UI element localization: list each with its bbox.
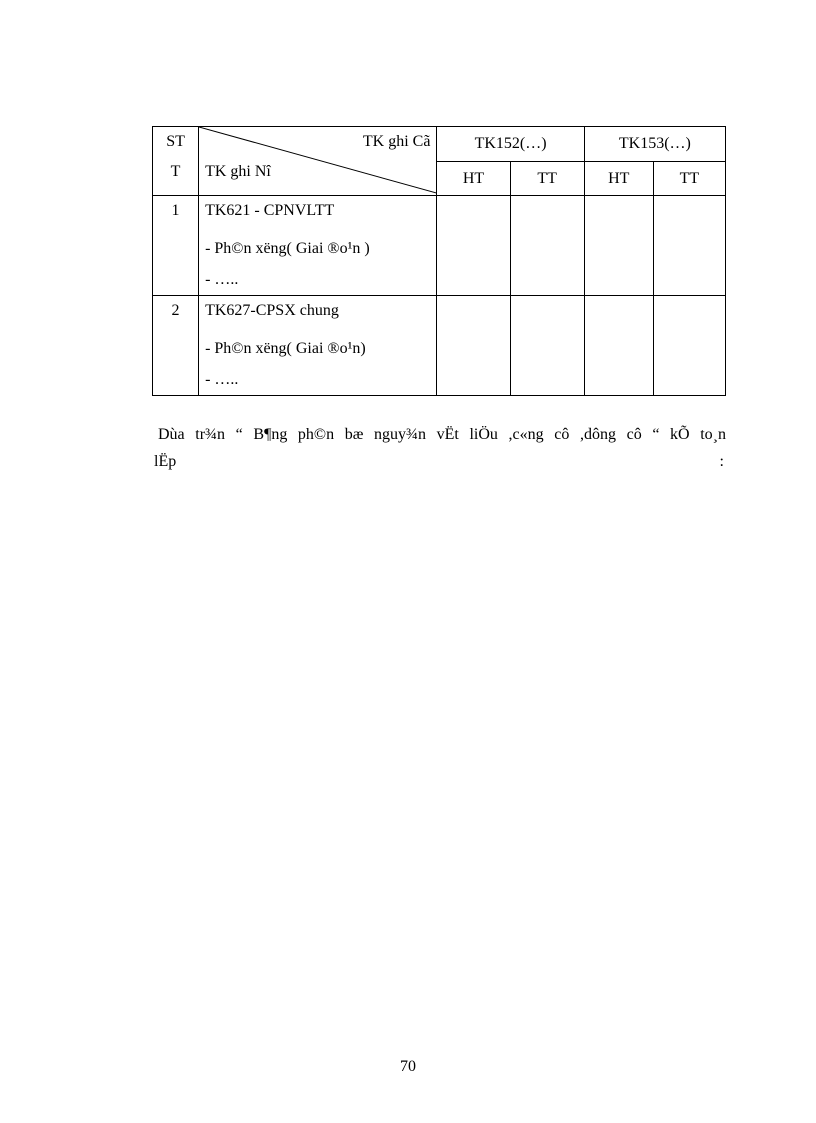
paragraph-line xyxy=(154,448,726,475)
table-cell xyxy=(584,196,653,296)
table-cell xyxy=(584,296,653,396)
account-diagonal-header xyxy=(199,127,437,196)
paragraph-line-start: lËp xyxy=(154,453,177,470)
row-account-title: TK627-CPSX chung xyxy=(205,302,339,319)
table-cell xyxy=(653,196,725,296)
credit-account-label: TK ghi Cã xyxy=(362,133,431,150)
tk152-header: TK152(…) xyxy=(437,127,584,162)
row-account-line: - ….. xyxy=(205,371,239,388)
tk152-tt-header: TT xyxy=(510,162,584,196)
tk153-header: TK153(…) xyxy=(584,127,725,162)
allocation-table xyxy=(152,126,726,396)
stt-header-top: ST xyxy=(166,133,185,150)
table-cell xyxy=(437,296,510,396)
stt-header xyxy=(153,127,199,196)
row-number: 2 xyxy=(153,296,199,396)
tk153-tt-header: TT xyxy=(653,162,725,196)
row-account-title: TK621 - CPNVLTT xyxy=(205,202,335,219)
tk153-ht-header: HT xyxy=(584,162,653,196)
table-cell xyxy=(653,296,725,396)
table-cell xyxy=(510,196,584,296)
row-account xyxy=(199,296,437,396)
row-number: 1 xyxy=(153,196,199,296)
table-row xyxy=(153,196,726,296)
table-header-row xyxy=(153,127,726,162)
paragraph-line: Dùa tr¾n “ B¶ng ph©n bæ nguy¾n vËt liÖu ,c«ng cô ,dông cô “ kÕ to¸n xyxy=(158,426,726,443)
tk152-ht-header: HT xyxy=(437,162,510,196)
row-account xyxy=(199,196,437,296)
table-cell xyxy=(437,196,510,296)
debit-account-label: TK ghi Nî xyxy=(205,163,271,180)
table-row xyxy=(153,296,726,396)
row-account-line: - ….. xyxy=(205,271,239,288)
row-account-line: - Ph©n xëng( Giai ®o¹n ) xyxy=(205,240,370,257)
body-paragraph xyxy=(154,421,726,475)
table-cell xyxy=(510,296,584,396)
row-account-line: - Ph©n xëng( Giai ®o¹n) xyxy=(205,340,366,357)
stt-header-bottom: T xyxy=(170,163,181,180)
page-number: 70 xyxy=(400,1058,416,1075)
paragraph-line-end: : xyxy=(719,453,724,470)
